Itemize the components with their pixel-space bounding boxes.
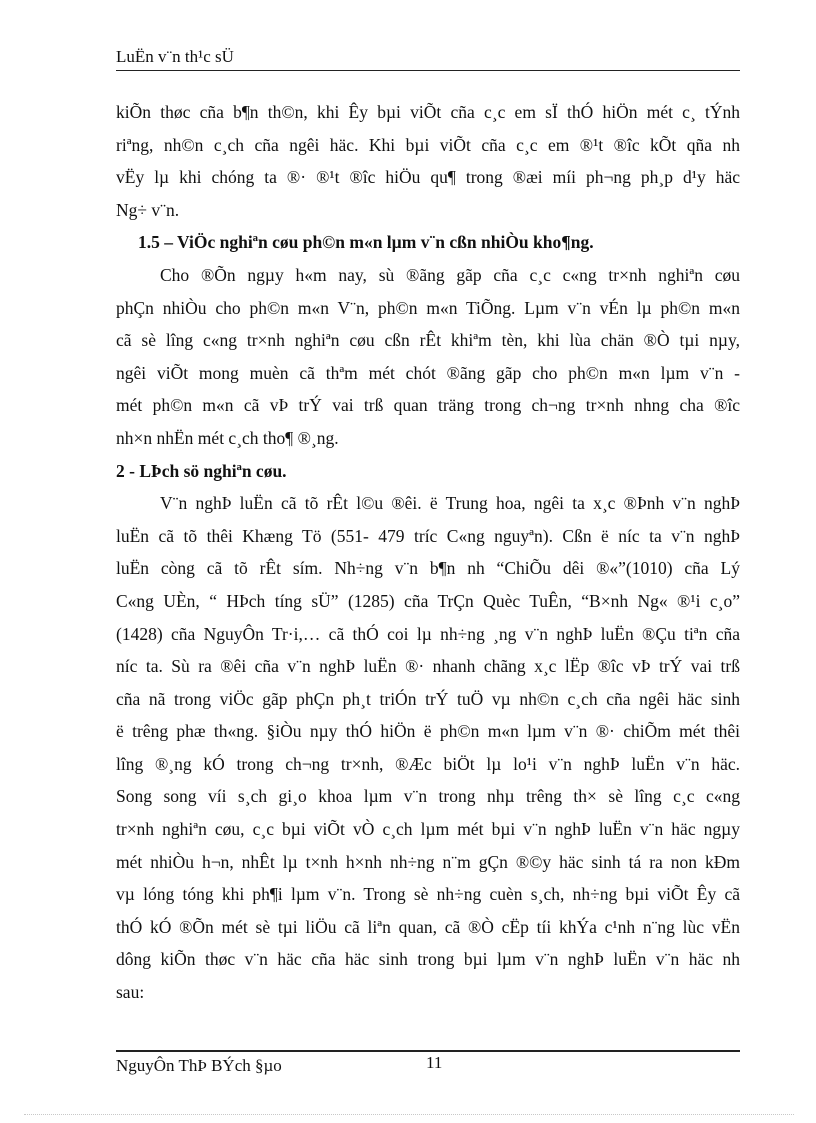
text-line: V¨n nghÞ luËn cã tõ rÊt l©u ®êi. ë Trung hoa, ngêi ta x¸c ®Þnh v¨n nghÞ (160, 493, 740, 514)
text-line: cña nã trong viÖc gãp phÇn ph¸t triÓn trÝ tuÖ vµ nh©n c¸ch cña ngêi häc sinh (116, 688, 740, 709)
text-line: mét nhiÒu h¬n, nhÊt lµ t×nh h×nh nh÷ng n¨m gÇn ®©y häc sinh tá ra non kÐm (116, 851, 740, 872)
text-line: sau: (116, 982, 145, 1003)
text-line: lîng ®¸ng kÓ trong ch¬ng tr×nh, ®Æc biÖt lµ lo¹i v¨n nghÞ luËn v¨n häc. (116, 753, 740, 774)
page-edge-divider (24, 1114, 794, 1115)
text-line: Ng÷ v¨n. (116, 199, 180, 220)
text-line: thÓ kÓ ®Õn mét sè tµi liÖu cã liªn quan, cã ®Ò cËp tíi khÝa c¹nh n¨ng lùc vËn (116, 916, 740, 937)
paragraph-research-gap (116, 259, 740, 455)
paragraph-research-history (116, 487, 740, 1009)
text-line: riªng, nh©n c¸ch cña ngêi häc. Khi bµi viÕt cña c¸c em ®¹t ®îc kÕt qña nh (116, 134, 740, 155)
running-header: LuËn v¨n th¹c sÜ (116, 46, 740, 71)
paragraph-continuation (116, 96, 740, 226)
text-line: vËy lµ khi chóng ta ®· ®¹t ®îc hiÖu qu¶ trong ®æi míi ph¬ng ph¸p d¹y häc (116, 167, 740, 188)
text-line: kiÕn thøc cña b¶n th©n, khi Êy bµi viÕt cña c¸c em sÏ thÓ hiÖn mét c¸ tÝnh (116, 102, 740, 122)
text-line: mét ph©n m«n cã vÞ trÝ vai trß quan träng trong ch¬ng tr×nh nhng cha ®îc (116, 395, 740, 416)
body-text (116, 96, 740, 1009)
text-line: níc ta. Sù ra ®êi cña v¨n nghÞ luËn ®· nhanh chãng x¸c lËp ®îc vÞ trÝ vai trß (116, 656, 740, 677)
text-line: luËn còng cã tõ rÊt sím. Nh÷ng v¨n b¶n nh “ChiÕu dêi ®«”(1010) cña Lý (116, 558, 740, 579)
page-number: 11 (426, 1053, 443, 1072)
text-line: Song song víi s¸ch gi¸o khoa lµm v¨n trong nhµ trêng th× sè lîng c¸c c«ng (116, 786, 740, 807)
text-line: luËn cã tõ thêi Khæng Tö (551- 479 tríc C«ng nguyªn). Cßn ë níc ta v¨n nghÞ (116, 525, 740, 546)
text-line: ngêi viÕt mong muèn cã thªm mét chót ®ãng gãp cho ph©n m«n lµm v¨n - (116, 362, 740, 383)
text-line: phÇn nhiÒu cho ph©n m«n V¨n, ph©n m«n TiÕng. Lµm v¨n vÉn lµ ph©n m«n (116, 297, 740, 318)
text-line: cã sè lîng c«ng tr×nh nghiªn cøu cßn rÊt khiªm tèn, khi lùa chän ®Ò tµi nµy, (116, 330, 740, 351)
text-line: Cho ®Õn ngµy h«m nay, sù ®ãng gãp cña c¸c c«ng tr×nh nghiªn cøu (160, 264, 740, 285)
text-line: nh×n nhËn mét c¸ch tho¶ ®¸ng. (116, 427, 339, 448)
text-line: (1428) cña NguyÔn Tr·i,… cã thÓ coi lµ nh÷ng ¸ng v¨n nghÞ luËn ®Çu tiªn cña (116, 623, 740, 644)
section-heading-1-5: 1.5 – ViÖc nghiªn cøu ph©n m«n lµm v¨n cßn nhiÒu kho¶ng. (138, 232, 594, 253)
text-line: C«ng UÈn, “ HÞch tíng sÜ” (1285) cña TrÇn Quèc TuÊn, “B×nh Ng« ®¹i c¸o” (116, 590, 740, 611)
text-line: vµ lóng tóng khi ph¶i lµm v¨n. Trong sè nh÷ng cuèn s¸ch, nh÷ng bµi viÕt Êy cã (116, 884, 740, 905)
section-heading-2: 2 - LÞch sö nghiªn cøu. (116, 460, 287, 481)
footer-author: NguyÔn ThÞ BÝch §µo (116, 1056, 282, 1075)
text-line: dông kiÕn thøc v¨n häc cña häc sinh trong bµi lµm v¨n nghÞ luËn v¨n häc nh (116, 949, 740, 970)
text-line: ë trêng phæ th«ng. §iÒu nµy thÓ hiÖn ë ph©n m«n lµm v¨n ®· chiÕm mét thêi (116, 721, 740, 742)
text-line: tr×nh nghiªn cøu, c¸c bµi viÕt vÒ c¸ch lµm mét bµi v¨n nghÞ luËn v¨n häc ngµy (116, 819, 740, 840)
